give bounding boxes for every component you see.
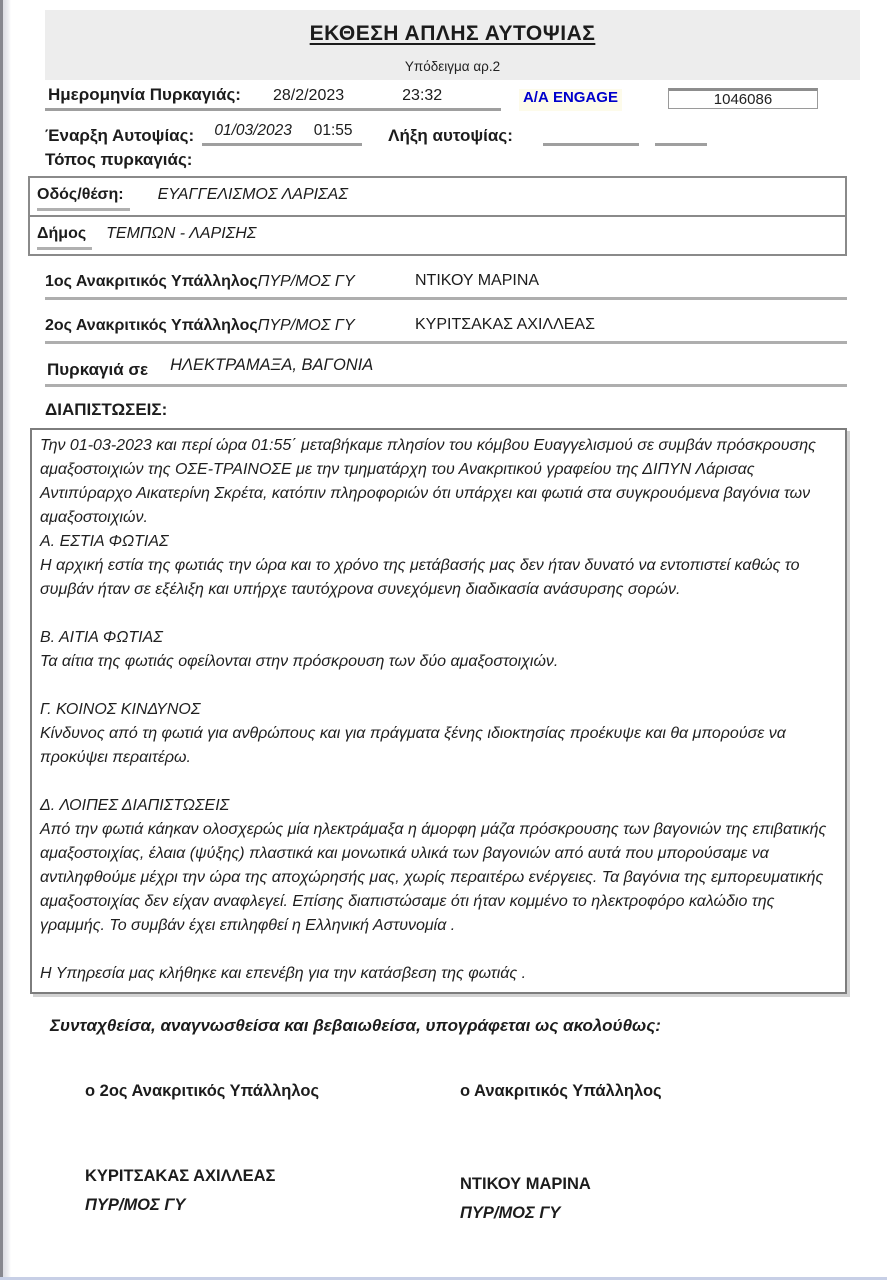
autopsy-end-label: Λήξη αυτοψίας: bbox=[388, 126, 513, 145]
autopsy-times-row bbox=[45, 122, 887, 146]
municipality-row bbox=[30, 215, 845, 254]
second-officer-rank: ΠΥΡ/ΜΟΣ ΓΥ bbox=[257, 317, 355, 334]
report-subtitle: Υπόδειγμα αρ.2 bbox=[404, 59, 501, 74]
location-box bbox=[28, 176, 847, 256]
fire-location-label: Τόπος πυρκαγιάς: bbox=[45, 150, 193, 169]
second-officer-label: 2ος Ανακριτικός Υπάλληλος bbox=[45, 317, 258, 334]
signature-right-block bbox=[460, 1175, 887, 1223]
signatures-section bbox=[85, 1082, 887, 1223]
signature-left-name: ΚΥΡΙΤΣΑΚΑΣ ΑΧΙΛΛΕΑΣ bbox=[85, 1167, 276, 1185]
fire-date-values bbox=[251, 87, 501, 111]
autopsy-end-time-blank bbox=[655, 128, 707, 146]
autopsy-end-date-blank bbox=[543, 128, 639, 146]
fire-in-label: Πυρκαγιά σε bbox=[45, 360, 156, 387]
findings-paragraph: Η αρχική εστία της φωτιάς την ώρα και το χρόνο της μετάβασής μας δεν ήταν δυνατό να εντοπιστεί καθώς το συμβάν ήταν σε εξέλιξη και υπήρχε ταυτόχρονα συνεχόμενη διαδικασία ανάσυρσης σορών. bbox=[40, 557, 800, 598]
findings-paragraph: Από την φωτιά κάηκαν ολοσχερώς μία ηλεκτράμαξα η άμορφη μάζα πρόσκρουσης των βαγονιών της επιβατικής αμαξοστοιχίας, έλαια (ψύξης) πλαστικά και μονωτικά υλικά των βαγονιών από αυτά που μπορούσαμε να αντιληφθούμε μέχρι την ώρα της αποχώρησής μας, χωρίς περαιτέρω ενέργειες. Τα βαγόνια της εμπορευματικής αμαξοστοιχίας δεν είχαν αναφλεγεί. Επίσης διαπιστώσαμε ότι ήταν κομμένο το ηλεκτροφόρο καλώδιο της γραμμής. Το συμβάν έχει επιληφθεί η Ελληνική Αστυνομία . bbox=[40, 821, 827, 934]
signature-left-rank: ΠΥΡ/ΜΟΣ ΓΥ bbox=[85, 1196, 186, 1214]
first-officer-label: 1ος Ανακριτικός Υπάλληλος bbox=[45, 273, 258, 290]
street-row bbox=[30, 178, 845, 215]
signature-right-rank: ΠΥΡ/ΜΟΣ ΓΥ bbox=[460, 1204, 561, 1222]
signature-right-column bbox=[460, 1082, 887, 1223]
municipality-value: ΤΕΜΠΩΝ - ΛΑΡΙΣΗΣ bbox=[106, 225, 257, 242]
fire-date-row bbox=[45, 85, 887, 111]
signature-right-name: ΝΤΙΚΟΥ ΜΑΡΙΝΑ bbox=[460, 1175, 591, 1193]
second-officer-name: ΚΥΡΙΤΣΑΚΑΣ ΑΧΙΛΛΕΑΣ bbox=[403, 316, 847, 344]
header-band bbox=[45, 10, 860, 80]
findings-paragraph: Κίνδυνος από τη φωτιά για ανθρώπους και για πράγματα ξένης ιδιοκτησίας προέκυψε και θα μπορούσε να προκύψει περαιτέρω. bbox=[40, 725, 786, 766]
first-officer-left bbox=[45, 273, 403, 300]
first-officer-name: ΝΤΙΚΟΥ ΜΑΡΙΝΑ bbox=[403, 272, 847, 300]
autopsy-start-time: 01:55 bbox=[304, 122, 362, 146]
findings-paragraph bbox=[40, 938, 835, 962]
fire-in-value: ΗΛΕΚΤΡΑΜΑΞΑ, ΒΑΓΟΝΙΑ bbox=[156, 356, 847, 387]
first-officer-rank: ΠΥΡ/ΜΟΣ ΓΥ bbox=[257, 273, 355, 290]
signature-left-column bbox=[85, 1082, 460, 1223]
findings-box bbox=[30, 428, 847, 994]
findings-paragraph bbox=[40, 770, 835, 794]
autopsy-start-label: Έναρξη Αυτοψίας: bbox=[45, 126, 195, 145]
findings-paragraph: Η Υπηρεσία μας κλήθηκε και επενέβη για την κατάσβεση της φωτιάς . bbox=[40, 965, 527, 982]
street-value: ΕΥΑΓΓΕΛΙΣΜΟΣ ΛΑΡΙΣΑΣ bbox=[157, 186, 348, 203]
engage-label: Α/Α ENGAGE bbox=[519, 89, 622, 111]
report-title: ΕΚΘΕΣΗ ΑΠΛΗΣ ΑΥΤΟΨΙΑΣ bbox=[309, 22, 596, 45]
signature-left-block bbox=[85, 1167, 460, 1215]
findings-paragraph bbox=[40, 674, 835, 698]
signature-left-role: ο 2ος Ανακριτικός Υπάλληλος bbox=[85, 1082, 320, 1100]
fire-date-value: 28/2/2023 bbox=[272, 87, 345, 104]
street-label: Οδός/θέση: bbox=[37, 186, 130, 211]
findings-paragraph: Β. ΑΙΤΙΑ ΦΩΤΙΑΣ bbox=[40, 629, 163, 646]
findings-paragraph: Την 01-03-2023 και περί ώρα 01:55΄ μεταβήκαμε πλησίον του κόμβου Ευαγγελισμού σε συμβάν πρόσκρουσης αμαξοστοιχιών της ΟΣΕ-ΤΡΑΙΝΟΣΕ με την τμηματάρχη του Ανακριτικού γραφείου της ΔΙΠΥΝ Λάρισας Αντιπύραρχο Αικατερίνη Σκρέτα, κατόπιν πληροφοριών ότι υπάρχει και φωτιά στα συγκρουόμενα βαγόνια των αμαξοστοιχιών. bbox=[40, 437, 816, 526]
findings-heading: ΔΙΑΠΙΣΤΩΣΕΙΣ: bbox=[45, 400, 168, 419]
fire-time-value: 23:32 bbox=[402, 87, 443, 104]
fire-in-row bbox=[45, 356, 847, 387]
engage-number-field: 1046086 bbox=[668, 88, 818, 109]
municipality-label: Δήμος bbox=[37, 225, 92, 250]
second-officer-row bbox=[45, 316, 847, 344]
closing-statement: Συνταχθείσα, αναγνωσθείσα και βεβαιωθείσα, υπογράφεται ως ακολούθως: bbox=[50, 1016, 661, 1035]
findings-paragraph: Γ. ΚΟΙΝΟΣ ΚΙΝΔΥΝΟΣ bbox=[40, 701, 201, 718]
second-officer-left bbox=[45, 317, 403, 344]
findings-paragraph: Δ. ΛΟΙΠΕΣ ΔΙΑΠΙΣΤΩΣΕΙΣ bbox=[40, 797, 230, 814]
fire-location-section bbox=[45, 150, 887, 170]
fire-date-label: Ημερομηνία Πυρκαγιάς: bbox=[45, 85, 251, 111]
signature-right-role: ο Ανακριτικός Υπάλληλος bbox=[460, 1082, 662, 1100]
findings-paragraph: Τα αίτια της φωτιάς οφείλονται στην πρόσκρουση των δύο αμαξοστοιχιών. bbox=[40, 653, 559, 670]
findings-paragraph: Α. ΕΣΤΙΑ ΦΩΤΙΑΣ bbox=[40, 533, 169, 550]
findings-paragraph bbox=[40, 602, 835, 626]
autopsy-start-date: 01/03/2023 bbox=[202, 122, 304, 146]
page-edge-strip bbox=[0, 0, 11, 1280]
first-officer-row bbox=[45, 272, 847, 300]
